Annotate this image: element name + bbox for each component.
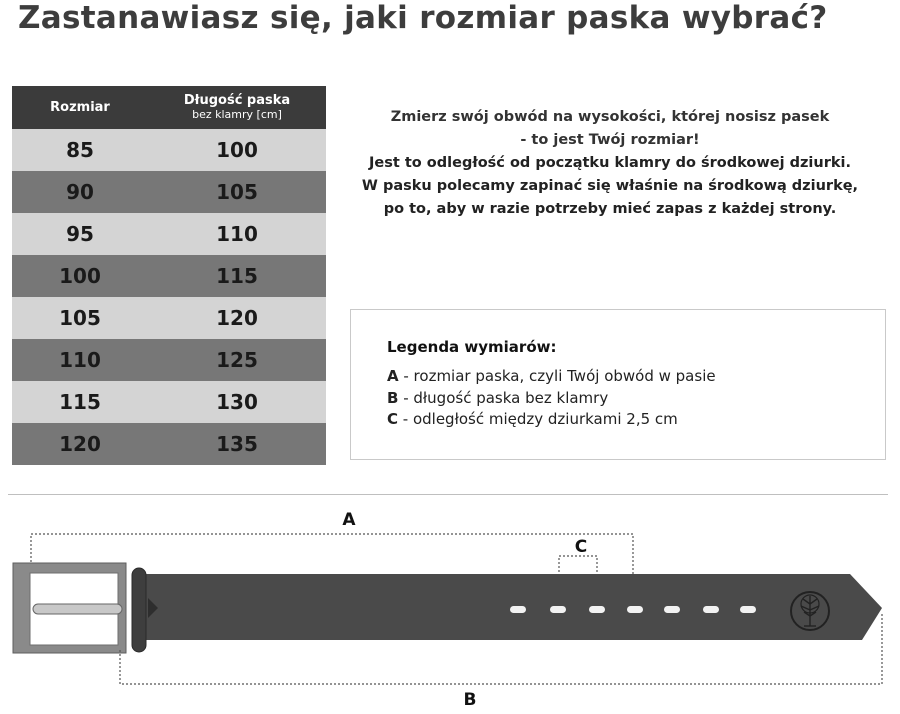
dimension-c-label: C: [574, 537, 588, 557]
belt-strap: [134, 574, 882, 640]
legend-item-b: [387, 389, 608, 407]
size-table: [12, 86, 326, 465]
measurement-instructions: [344, 106, 876, 221]
length-cell: 120: [216, 306, 258, 330]
intro-line: Jest to odległość od początku klamry do środkowej dziurki.: [369, 155, 851, 171]
belt-hole: [664, 606, 680, 613]
size-cell: 115: [59, 390, 101, 414]
intro-line: Zmierz swój obwód na wysokości, której nosisz pasek: [390, 109, 830, 125]
belt-hole: [740, 606, 756, 613]
belt-diagram-svg: [0, 500, 900, 714]
legend-title: Legenda wymiarów:: [387, 338, 557, 356]
table-row: [12, 213, 326, 255]
table-row: [12, 381, 326, 423]
length-cell: 125: [216, 348, 258, 372]
belt-hole: [589, 606, 605, 613]
table-row: [12, 297, 326, 339]
legend-text: - długość paska bez klamry: [398, 389, 609, 407]
size-cell: 85: [66, 138, 94, 162]
table-row: [12, 339, 326, 381]
legend-key: C: [387, 410, 399, 428]
table-row: [12, 255, 326, 297]
size-cell: 105: [59, 306, 101, 330]
length-cell: 115: [216, 264, 258, 288]
belt-hole: [627, 606, 643, 613]
length-cell: 135: [216, 432, 258, 456]
size-cell: 120: [59, 432, 101, 456]
legend-box: [350, 309, 886, 460]
header-size: Rozmiar: [50, 100, 110, 115]
page-title: Zastanawiasz się, jaki rozmiar paska wybrać?: [18, 0, 828, 36]
belt-loop: [132, 568, 146, 652]
legend-key: B: [387, 389, 399, 407]
legend-item-c: [387, 410, 678, 428]
belt-hole: [703, 606, 719, 613]
belt-hole: [510, 606, 526, 613]
legend-text: - odległość między dziurkami 2,5 cm: [398, 410, 678, 428]
size-cell: 90: [66, 180, 94, 204]
header-length-line2: bez klamry [cm]: [192, 107, 282, 121]
intro-line: W pasku polecamy zapinać się właśnie na środkową dziurkę,: [361, 178, 859, 194]
table-row: [12, 171, 326, 213]
table-row: [12, 423, 326, 465]
dimension-a-label: A: [342, 510, 356, 530]
table-row: [12, 129, 326, 171]
header-length-line1: Długość paska: [183, 92, 291, 108]
table-header: [12, 86, 326, 129]
length-cell: 100: [216, 138, 258, 162]
intro-line: - to jest Twój rozmiar!: [520, 132, 700, 148]
length-cell: 130: [216, 390, 258, 414]
size-cell: 95: [66, 222, 94, 246]
size-cell: 110: [59, 348, 101, 372]
intro-line: po to, aby w razie potrzeby mieć zapas z każdej strony.: [383, 201, 837, 217]
length-cell: 105: [216, 180, 258, 204]
length-cell: 110: [216, 222, 258, 246]
dimension-b-label: B: [463, 690, 477, 710]
legend-key: A: [387, 367, 399, 385]
belt-diagram: [0, 500, 900, 714]
size-cell: 100: [59, 264, 101, 288]
legend-text: - rozmiar paska, czyli Twój obwód w pasie: [398, 367, 716, 385]
header-length: [148, 94, 326, 122]
section-divider: [8, 494, 888, 495]
buckle-prong: [33, 604, 122, 614]
legend-item-a: [387, 367, 716, 385]
belt-hole: [550, 606, 566, 613]
